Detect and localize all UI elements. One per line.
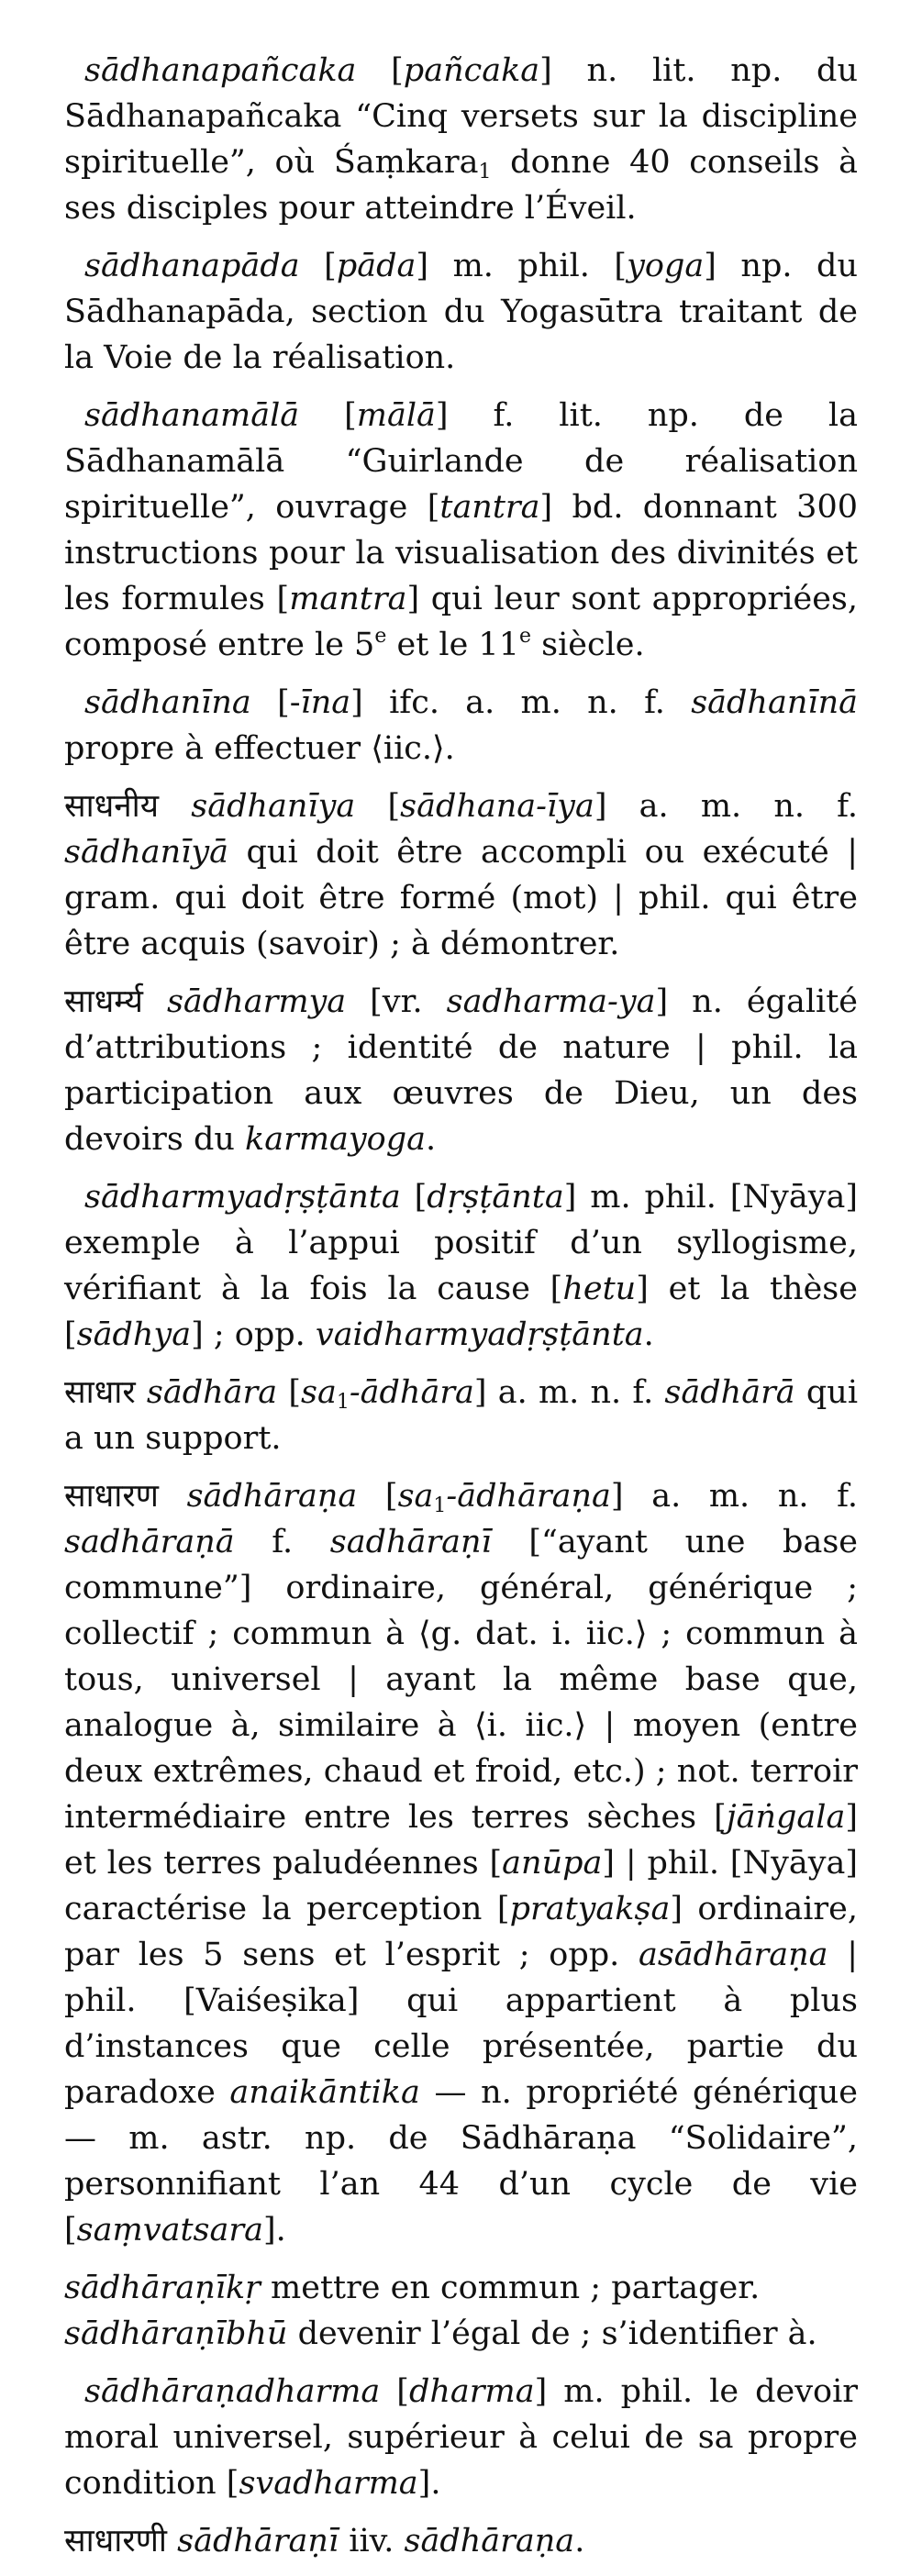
- italic-term: mālā: [356, 397, 436, 434]
- italic-term: sādhāra: [146, 1374, 278, 1411]
- dictionary-entry-sadhanapancaka: [64, 48, 858, 231]
- dictionary-page: [64, 48, 858, 2576]
- entry-text: | phil. [Vaiśeṣika] qui appartient à plus d’instances que celle présentée, partie du paradoxe: [64, 1937, 858, 2111]
- entry-text: donne 40 conseils à ses disciples pour atteindre l’Éveil.: [64, 144, 858, 227]
- italic-term: yoga: [627, 248, 705, 284]
- italic-term: sādhanīnā: [691, 684, 858, 721]
- entry-text: [167, 2523, 177, 2559]
- dictionary-entry-sadharmyadrstanta: [64, 1174, 858, 1358]
- italic-term: sādhāraṇadharma: [84, 2373, 381, 2410]
- entry-text: ] ; opp.: [191, 1316, 316, 1353]
- entry-text: [143, 983, 167, 1020]
- entry-text: qui doit être accompli ou exécuté | gram. qui doit être formé (mot) | phil. qui être être acquis (savoir) ; à démontrer.: [64, 834, 858, 962]
- superscript-ordinal: e: [374, 625, 387, 648]
- entry-text: ] ifc. a. m. n. f.: [350, 684, 692, 721]
- dictionary-entry-sadhaniya: [64, 783, 858, 967]
- italic-term: anūpa: [502, 1845, 603, 1882]
- entry-text: ] n. égalité d’attributions ; identité de nature | phil. la participation aux œuvres de Dieu, un des devoirs du: [64, 983, 858, 1158]
- entry-text: et le 11: [386, 627, 519, 663]
- entry-text: ] f. lit. np. de la Sādhanamālā “Guirlande de réalisation spirituelle”, ouvrage [: [64, 397, 858, 526]
- dictionary-entry-sadhara: [64, 1370, 858, 1461]
- italic-term: pratyakṣa: [509, 1891, 671, 1927]
- entry-text: f.: [234, 1524, 330, 1560]
- italic-term: sādharmya: [166, 983, 347, 1020]
- entry-text: ] a. m. n. f.: [473, 1374, 665, 1411]
- dictionary-entry-sadharmya: [64, 979, 858, 1162]
- italic-term: sādhanīya: [191, 788, 356, 825]
- entry-text: ] m. phil. le devoir moral universel, supérieur à celui de sa propre condition [: [64, 2373, 859, 2502]
- italic-term: hetu: [562, 1271, 637, 1307]
- entry-text: [136, 1374, 147, 1411]
- italic-term: sādhārā: [664, 1374, 795, 1411]
- entry-text: siècle.: [531, 627, 645, 663]
- italic-term: sādhāraṇa: [404, 2523, 575, 2559]
- italic-term: sādharmyadṛṣṭānta: [84, 1179, 401, 1216]
- devanagari-headword: साधारण: [64, 1478, 159, 1515]
- italic-term: sādhana-īya: [400, 788, 594, 825]
- entry-text: [-: [250, 684, 301, 721]
- subscript-index: 1: [433, 1494, 447, 1517]
- entry-text: [159, 788, 191, 825]
- entry-text: [: [400, 1179, 428, 1216]
- dictionary-entry-sadhanamala: [64, 393, 858, 668]
- italic-term: sādhāraṇīkṛ: [64, 2270, 261, 2306]
- entry-text: [: [299, 248, 337, 284]
- entry-text: qui a un support.: [64, 1374, 859, 1457]
- italic-term: sādhanamālā: [84, 397, 300, 434]
- entry-text: ] et la thèse [: [64, 1271, 858, 1353]
- italic-term: -ādhāra: [349, 1374, 474, 1411]
- italic-term: saṃvatsara: [76, 2212, 263, 2248]
- entry-text: [vr.: [346, 983, 447, 1020]
- entry-text: ] m. phil. [: [416, 248, 628, 284]
- entry-text: — n. propriété générique — m. astr. np. de Sādhāraṇa “Solidaire”, personnifiant l’an 44 d’un cycle de vie [: [64, 2074, 858, 2248]
- entry-text: ] bd. donnant 300 instructions pour la visualisation des divinités et les formules [: [64, 489, 858, 617]
- entry-text: [: [357, 1478, 398, 1515]
- entry-text: .: [643, 1316, 654, 1353]
- italic-term: dṛṣṭānta: [427, 1179, 564, 1216]
- italic-term: sādhya: [76, 1316, 192, 1353]
- italic-term: sadhāraṇā: [64, 1524, 235, 1560]
- italic-term: karmayoga: [245, 1121, 427, 1158]
- dictionary-entry-sadhanina: [64, 680, 858, 772]
- entry-text: [: [355, 788, 401, 825]
- entry-text: [: [380, 2373, 409, 2410]
- italic-term: mantra: [289, 581, 407, 617]
- italic-term: dharma: [408, 2373, 535, 2410]
- italic-term: vaidharmyadṛṣṭānta: [315, 1316, 644, 1353]
- entry-text: iiv.: [339, 2523, 405, 2559]
- devanagari-headword: साधर्म्य: [64, 983, 143, 1020]
- italic-term: tantra: [439, 489, 540, 526]
- dictionary-entry-sadharanibhu: [64, 2311, 858, 2357]
- entry-text: [“ayant une base commune”] ordinaire, général, générique ; collectif ; commun à ⟨g. dat. i. iic.⟩ ; commun à tous, universel | ayant la même base que, analogue à, similaire à ⟨i. iic.⟩ | moyen (entre deux extrêmes, chaud et froid, etc.) ; not. terroir intermédiaire entre les terres sèches [: [64, 1524, 858, 1836]
- entry-text: [159, 1478, 187, 1515]
- italic-term: sādhāraṇībhū: [64, 2315, 288, 2352]
- dictionary-entry-sadharanikr: [64, 2265, 858, 2311]
- italic-term: sa: [300, 1374, 337, 1411]
- italic-term: sadhāraṇī: [329, 1524, 492, 1560]
- devanagari-headword: साधारणी: [64, 2523, 168, 2559]
- italic-term: sadharma-ya: [446, 983, 656, 1020]
- italic-term: sa: [397, 1478, 434, 1515]
- entry-text: .: [574, 2523, 585, 2559]
- subscript-index: 1: [478, 161, 492, 183]
- italic-term: sādhanapāda: [84, 248, 300, 284]
- entry-text: mettre en commun ; partager.: [260, 2270, 761, 2306]
- italic-term: -ādhāraṇa: [446, 1478, 611, 1515]
- italic-term: sādhāraṇa: [186, 1478, 358, 1515]
- italic-term: sādhanīyā: [64, 834, 229, 871]
- entry-text: [: [299, 397, 357, 434]
- devanagari-headword: साधार: [64, 1374, 136, 1411]
- italic-term: sādhanīna: [84, 684, 251, 721]
- entry-text: ].: [262, 2212, 286, 2248]
- subscript-index: 1: [336, 1391, 350, 1414]
- entry-text: ].: [417, 2465, 441, 2502]
- italic-term: īna: [300, 684, 351, 721]
- italic-term: sādhanapañcaka: [84, 52, 357, 89]
- dictionary-entry-sadharana: [64, 1473, 858, 2253]
- entry-text: ] ordinaire, par les 5 sens et l’esprit ; opp.: [64, 1891, 858, 1973]
- entry-text: ] qui leur sont appropriées, composé entre le 5: [64, 581, 858, 663]
- entry-text: ] a. m. n. f.: [610, 1478, 858, 1515]
- entry-text: .: [426, 1121, 437, 1158]
- italic-term: jāṅgala: [726, 1799, 846, 1836]
- devanagari-headword: साधनीय: [64, 788, 160, 825]
- italic-term: sādhāraṇī: [177, 2523, 339, 2559]
- entry-text: ] np. du Sādhanapāda, section du Yogasūtra traitant de la Voie de la réalisation.: [64, 248, 858, 376]
- italic-term: pāda: [336, 248, 417, 284]
- entry-text: propre à effectuer ⟨iic.⟩.: [64, 730, 455, 767]
- italic-term: anaikāntika: [229, 2074, 420, 2111]
- dictionary-entry-sadharanadharma: [64, 2369, 858, 2506]
- italic-term: asādhāraṇa: [638, 1937, 828, 1973]
- entry-text: [: [277, 1374, 301, 1411]
- entry-text: ] m. phil. [Nyāya] exemple à l’appui positif d’un syllogisme, vérifiant à la fois la cause [: [64, 1179, 858, 1307]
- italic-term: pañcaka: [403, 52, 540, 89]
- entry-text: ] | phil. [Nyāya] caractérise la perception [: [64, 1845, 859, 1927]
- dictionary-entry-sadharani: [64, 2518, 858, 2564]
- italic-term: svadharma: [239, 2465, 418, 2502]
- entry-text: [: [356, 52, 404, 89]
- entry-text: devenir l’égal de ; s’identifier à.: [287, 2315, 817, 2352]
- entry-text: ] a. m. n. f.: [594, 788, 858, 825]
- entry-text: ] et les terres paludéennes [: [64, 1799, 858, 1882]
- superscript-ordinal: e: [518, 625, 531, 648]
- dictionary-entry-sadhanapada: [64, 243, 858, 381]
- entry-text: ] n. lit. np. du Sādhanapañcaka “Cinq versets sur la discipline spirituelle”, où Śaṃkara: [64, 52, 859, 181]
